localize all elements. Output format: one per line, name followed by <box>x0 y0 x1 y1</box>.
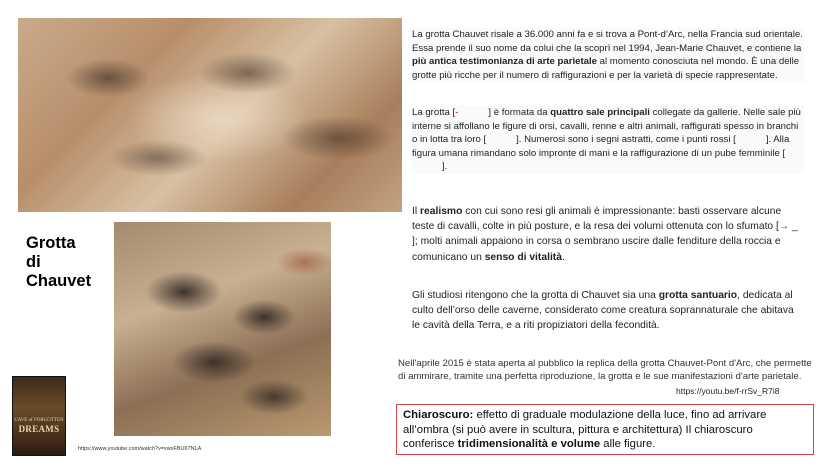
paragraph-sanctuary: Gli studiosi ritengono che la grotta di Chauvet sia una grotta santuario, dedicata al culto dell’orso delle caverne, considerato come creatura soprannaturale che abitava le cavità della Terra, e a riti propiziatori della fecondità. <box>412 290 794 332</box>
chiaroscuro-term: Chiaroscuro: <box>403 409 474 421</box>
chiaroscuro-definition-box: Chiaroscuro: effetto di graduale modulazione della luce, fino ad arrivare all’ombra (si può avere in scultura, pittura e architettura) Il chiaroscuro conferisce tridimensionalità e volume alle figure. <box>396 404 814 455</box>
paragraph-replica: Nell'aprile 2015 è stata aperta al pubblico la replica della grotta Chauvet-Pont d'Arc, che permette di ammirare, tramite una perfetta riproduzione, la grotta e le sue manifestazioni d'arte parietale. <box>398 358 812 382</box>
highlight-realism: realismo <box>420 206 463 217</box>
page-title <box>26 234 110 291</box>
replica-video-link[interactable]: https://youtu.be/f-rrSv_R7i8 <box>676 386 780 396</box>
paragraph-intro: La grotta Chauvet risale a 36.000 anni fa e si trova a Pont-d’Arc, nella Francia sud orientale. Essa prende il suo nome da colui che la scoprì nel 1994, Jean-Marie Chauvet, e contiene la più antica testimonianza di arte parietale al momento conosciuta nel mondo. È una delle grotte più ricche per il numero di raffigurazioni e per la varietà di specie rappresentate. <box>412 29 803 81</box>
highlight-oldest-art: più antica testimonianza di arte parietale <box>412 56 597 68</box>
poster-line1: CAVE of FORGOTTEN <box>14 418 64 423</box>
cave-painting-image-horses <box>114 222 331 436</box>
highlight-vitality: senso di vitalità <box>484 251 562 263</box>
paragraph-rooms: La grotta [- ] è formata da quattro sale principali collegate da gallerie. Nelle sale più interne si affollano le figure di orsi, cavalli, renne e altri animali, raffigurati spesso in branchi o in lotta tra loro [ ]. Numerosi sono i segni astratti, come i punti rossi [ ]. Alla figura umana rimandano solo impronte di mani e la raffigurazione di un pube femminile []. <box>412 106 804 174</box>
paragraph-realism: Il realismo con cui sono resi gli animali è impressionante: basti osservare alcune teste di cavalli, colte in più posture, e la resa dei volumi ottenuta con lo sfumato [→ _ ]; molti animali appaiono in corsa o sembrano uscire dalle fenditure della roccia e comunicano un senso di vitalità. <box>412 206 798 263</box>
youtube-link[interactable]: https://www.youtube.com/watch?v=vwxFBU67NLA <box>78 446 202 452</box>
reference-marker[interactable]: → <box>778 221 790 233</box>
title-line2: di <box>26 253 41 271</box>
title-line1: Grotta <box>26 234 76 252</box>
highlight-four-rooms: quattro sale principali <box>550 107 650 118</box>
highlight-three-dimensionality: tridimensionalità e volume <box>457 438 601 450</box>
cave-painting-image-lions <box>18 18 402 212</box>
film-poster[interactable] <box>12 376 66 456</box>
poster-line2: DREAMS <box>18 424 60 434</box>
title-line3: Chauvet <box>26 272 92 290</box>
highlight-sanctuary: grotta santuario <box>658 290 738 301</box>
poster-text <box>12 418 66 434</box>
reference-marker[interactable]: - <box>455 107 459 118</box>
